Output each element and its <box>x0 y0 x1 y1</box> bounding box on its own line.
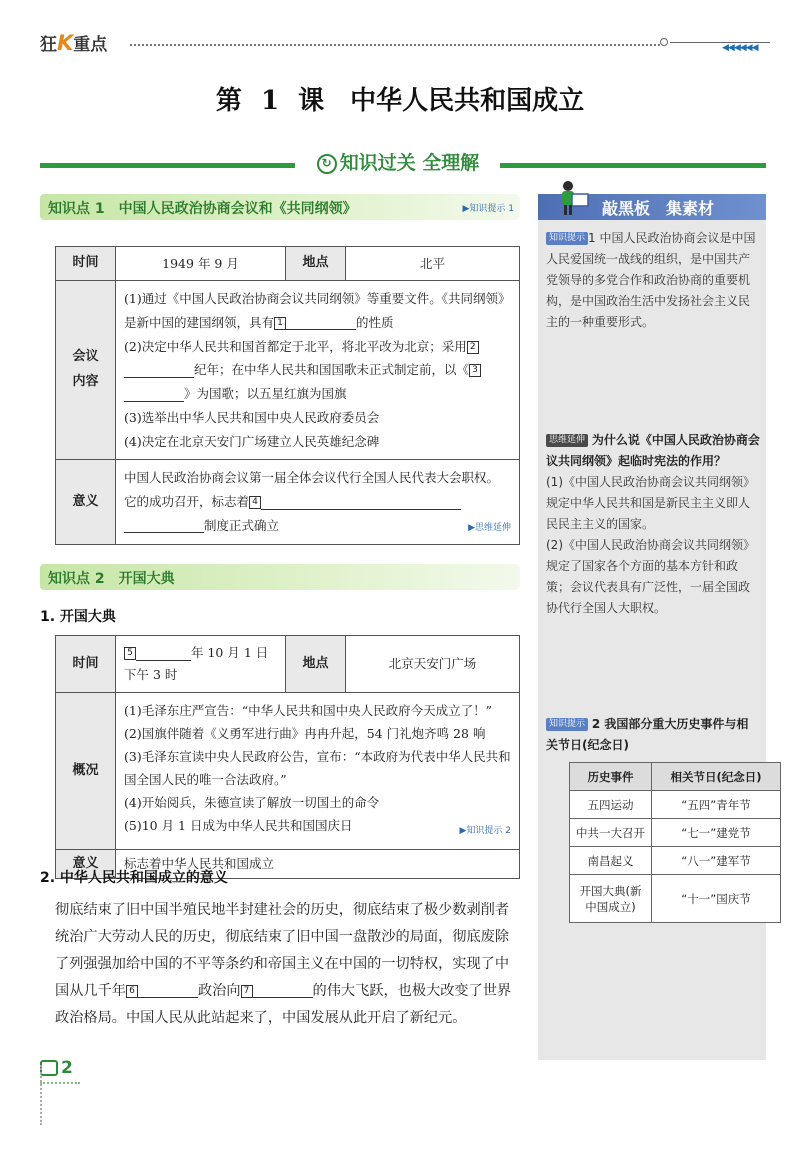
side-dotted-line <box>40 1065 42 1125</box>
place-value: 北平 <box>346 247 520 281</box>
lesson-title: 第 1 课 中华人民共和国成立 <box>215 86 585 116</box>
content-item-2: (2)决定中华人民共和国首都定于北平，将北平改为北京；采用 2纪年；在中华人民共和国国歌未正式制定前，以《 3》为国歌；以五星红旗为国旗 <box>124 335 511 406</box>
blank-number-1: 1 <box>274 317 286 330</box>
overview-cell <box>116 693 520 850</box>
content-item-4: (4)决定在北京天安门广场建立人民英雄纪念碑 <box>124 433 380 449</box>
events-col-event: 历史事件 <box>570 763 652 791</box>
header-circle <box>660 38 668 46</box>
table-row: 中共一大召开 “七一”建党节 <box>570 819 781 847</box>
subheading-ceremony: 1. 开国大典 <box>40 609 116 625</box>
notes-panel-header: 敲黑板 集素材 <box>538 194 766 220</box>
significance-value-2: 标志着中华人民共和国成立 <box>116 850 520 879</box>
events-col-holiday: 相关节日(纪念日) <box>652 763 781 791</box>
section-bar-right <box>500 163 766 168</box>
note-answer-2: (2)《中国人民政治协商会议共同纲领》规定了国家各个方面的基本方针和政策；会议代表具有广泛性，一届全国政协代行全国人大职权。 <box>546 538 755 615</box>
overview-item-2: (2)国旗伴随着《义勇军进行曲》冉冉升起，54 门礼炮齐鸣 28 响 <box>124 726 486 741</box>
overview-item-1: (1)毛泽东庄严宣告：“中华人民共和国中央人民政府今天成立了！” <box>124 703 492 718</box>
content-item-3: (3)选举出中华人民共和国中央人民政府委员会 <box>124 409 380 425</box>
note-block-3: 知识提示 2 我国部分重大历史事件与相关节日(纪念日) <box>546 717 749 752</box>
note-block-1: 知识提示 1 中国人民政治协商会议是中国人民爱国统一战线的组织，是中国共产党领导的多党合作和政治协商的重要机构，是中国政治生活中发扬社会主义民主的一种重要形式。 <box>546 231 756 329</box>
place-value-2: 北京天安门广场 <box>346 636 520 693</box>
fill-blank-2[interactable] <box>124 364 194 378</box>
note-block-2: 思维延伸 为什么说《中国人民政治协商会议共同纲领》起临时宪法的作用？ (1)《中国人民政治协商会议共同纲领》规定中华人民共和国是新民主主义即人民民主主义的国家。 (2)《中国人民政治协商会议共同纲领》规定了国家各个方面的基本方针和政策；会议代表具有广泛性，一届全国政协代行全国人大职权。 <box>546 430 760 619</box>
teacher-board-icon <box>556 180 590 216</box>
time-value: 1949 年 9 月 <box>116 247 286 281</box>
content-header: 会议 内容 <box>56 281 116 460</box>
table-row: 开国大典(新中国成立) “十一”国庆节 <box>570 875 781 923</box>
fill-blank-3[interactable] <box>124 388 184 402</box>
content-item-1: (1)通过《中国人民政治协商会议共同纲领》等重要文件。《共同纲领》是新中国的建国纲领，具有 1 的性质 <box>124 291 511 330</box>
fill-blank-7[interactable] <box>253 984 313 998</box>
fill-blank-4b[interactable] <box>124 519 204 533</box>
significance-paragraph: 彻底结束了旧中国半殖民地半封建社会的历史，彻底结束了极少数剥削者统治广大劳动人民的历史，彻底结束了旧中国一盘散沙的局面，彻底废除了列强强加给中国的不平等条约和帝国主义在中国的一切特权，实现了中国从几千年 6 政治向 7 的伟大飞跃，也极大改变了世界政治格局。中国人民从此站起来了，中国发展从此开启了新纪元。 <box>55 902 512 1026</box>
fill-blank-4a[interactable] <box>261 496 461 510</box>
brand-logo: 狂K重点 <box>40 31 108 55</box>
content-cell <box>116 281 520 460</box>
header-arrows-icon: ◀◀◀◀◀◀ <box>722 43 758 53</box>
hint-link-2[interactable]: ▶知识提示 2 <box>459 826 511 836</box>
significance-header-2: 意义 <box>56 850 116 879</box>
tag-knowledge-hint-2: 知识提示 <box>546 718 588 731</box>
subheading-significance: 2. 中华人民共和国成立的意义 <box>40 870 228 886</box>
header-dotted-line <box>130 44 660 46</box>
overview-item-5: (5)10 月 1 日成为中华人民共和国国庆日 ▶知识提示 2 <box>124 814 511 837</box>
fill-blank-5[interactable] <box>136 647 191 661</box>
events-table <box>569 762 781 923</box>
blank-number-6: 6 <box>126 985 138 998</box>
blank-number-3: 3 <box>469 364 481 377</box>
place-header-2: 地点 <box>286 636 346 693</box>
knowledge-point-1-banner: 知识点 1 中国人民政治协商会议和《共同纲领》 ▶知识提示 1 <box>40 194 520 220</box>
table-row: 五四运动 “五四”青年节 <box>570 791 781 819</box>
page-number: 2 <box>40 1058 73 1078</box>
time-header-2: 时间 <box>56 636 116 693</box>
hint-link-1[interactable]: ▶知识提示 1 <box>462 204 514 214</box>
time-header: 时间 <box>56 247 116 281</box>
blank-number-7: 7 <box>241 985 253 998</box>
ceremony-table <box>55 635 520 879</box>
blank-number-5: 5 <box>124 647 136 660</box>
tag-thinking-extension: 思维延伸 <box>546 434 588 447</box>
table-row: 南昌起义 “八一”建军节 <box>570 847 781 875</box>
section-bar-left <box>40 163 295 168</box>
knowledge-point-2-banner: 知识点 2 开国大典 <box>40 564 520 590</box>
book-icon <box>40 1060 58 1076</box>
meeting-table <box>55 246 520 545</box>
blank-number-4: 4 <box>249 496 261 509</box>
significance-header: 意义 <box>56 460 116 544</box>
fill-blank-6[interactable] <box>138 984 198 998</box>
notes-panel <box>538 194 766 1060</box>
refresh-icon: ↻ <box>317 154 337 174</box>
footer-dotted-line <box>40 1082 80 1084</box>
place-header: 地点 <box>286 247 346 281</box>
note-answer-1: (1)《中国人民政治协商会议共同纲领》规定中华人民共和国是新民主主义即人民民主主义的国家。 <box>546 475 755 531</box>
thinking-extension-link[interactable]: ▶思维延伸 <box>468 522 511 533</box>
significance-cell: 中国人民政治协商会议第一届全体会议代行全国人民代表大会职权。它的成功召开，标志着 4 制度正式确立 ▶思维延伸 <box>116 460 520 544</box>
fill-blank-1[interactable] <box>286 316 356 330</box>
blank-number-2: 2 <box>467 341 479 354</box>
overview-item-3: (3)毛泽东宣读中央人民政府公告，宣布：“本政府为代表中华人民共和国全国人民的唯一合法政府。” <box>124 749 511 787</box>
time-value-2: 5 年 10 月 1 日 下午 3 时 <box>116 636 286 693</box>
section-title: ↻ 知识过关 全理解 <box>298 148 498 175</box>
tag-knowledge-hint-1: 知识提示 <box>546 232 588 245</box>
overview-item-4: (4)开始阅兵，朱德宣读了解放一切国土的命令 <box>124 795 380 810</box>
overview-header: 概况 <box>56 693 116 850</box>
